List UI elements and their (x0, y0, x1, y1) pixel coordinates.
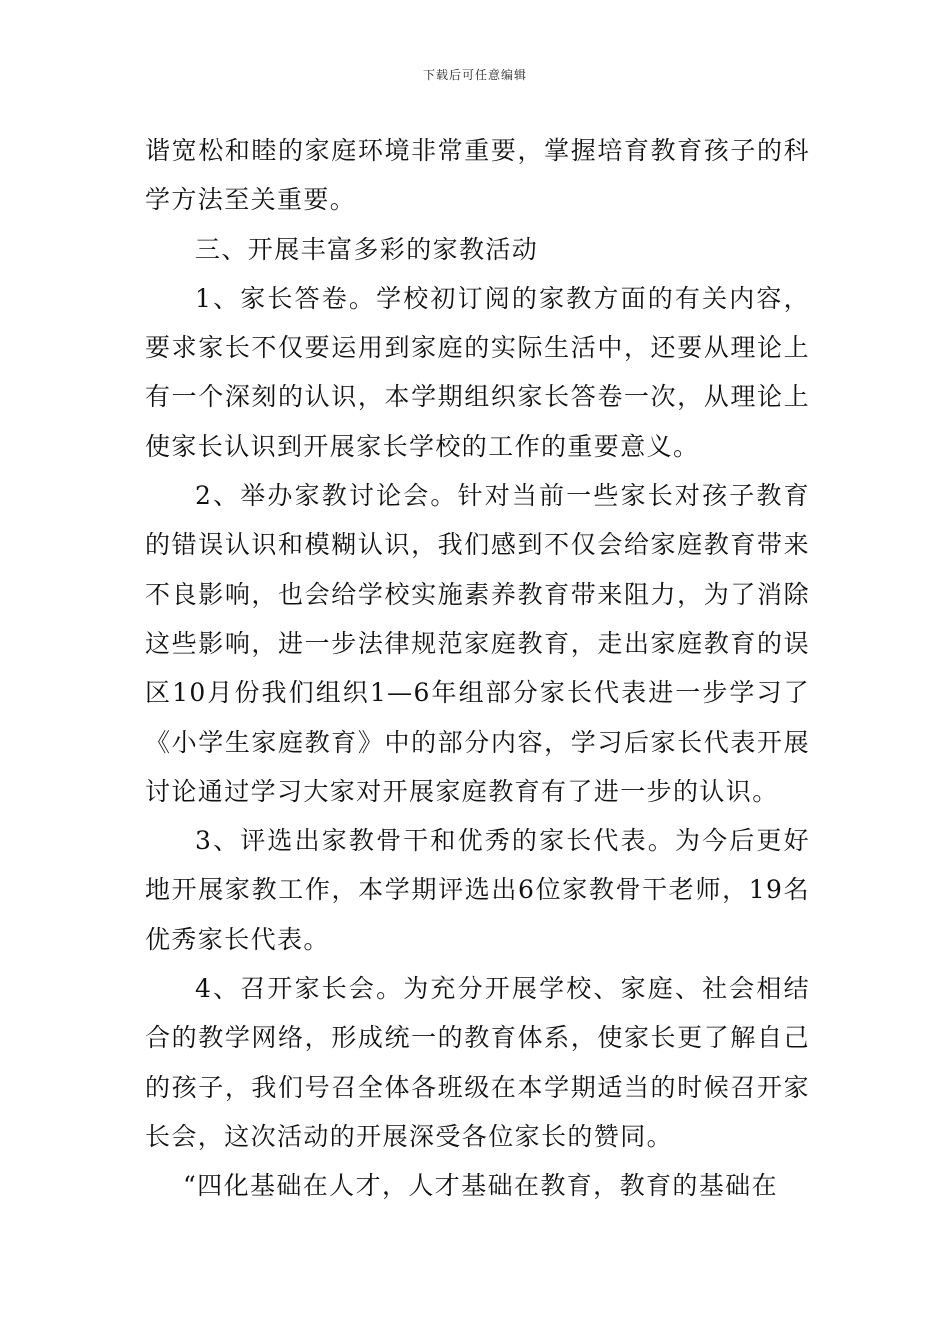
document-body (145, 126, 810, 1211)
paragraph-item-3: 3、评选出家教骨干和优秀的家长代表。为今后更好地开展家教工作，本学期评选出6位家教骨干老师，19名优秀家长代表。 (145, 826, 810, 954)
paragraph-quote: “四化基础在人才，人才基础在教育，教育的基础在 (183, 1171, 778, 1201)
paragraph-item-2: 2、举办家教讨论会。针对当前一些家长对孩子教育的错误认识和模糊认识，我们感到不仅会给家庭教育带来不良影响，也会给学校实施素养教育带来阻力，为了消除这些影响，进一步法律规范家庭教育，走出家庭教育的误区10月份我们组织1—6年组部分家长代表进一步学习了《小学生家庭教育》中的部分内容，学习后家长代表开展讨论通过学习大家对开展家庭教育有了进一步的认识。 (145, 481, 810, 806)
section-heading: 三、开展丰富多彩的家教活动 (195, 234, 539, 264)
paragraph-item-1: 1、家长答卷。学校初订阅的家教方面的有关内容，要求家长不仅要运用到家庭的实际生活中，还要从理论上有一个深刻的认识，本学期组织家长答卷一次，从理论上使家长认识到开展家长学校的工作的重要意义。 (145, 283, 810, 461)
page-header-note: 下载后可任意编辑 (422, 68, 527, 82)
paragraph-continuation: 谐宽松和睦的家庭环境非常重要，掌握培育教育孩子的科学方法至关重要。 (145, 136, 810, 215)
paragraph-item-4: 4、召开家长会。为充分开展学校、家庭、社会相结合的教学网络，形成统一的教育体系，使家长更了解自己的孩子，我们号召全体各班级在本学期适当的时候召开家长会，这次活动的开展深受各位家长的赞同。 (145, 974, 810, 1151)
